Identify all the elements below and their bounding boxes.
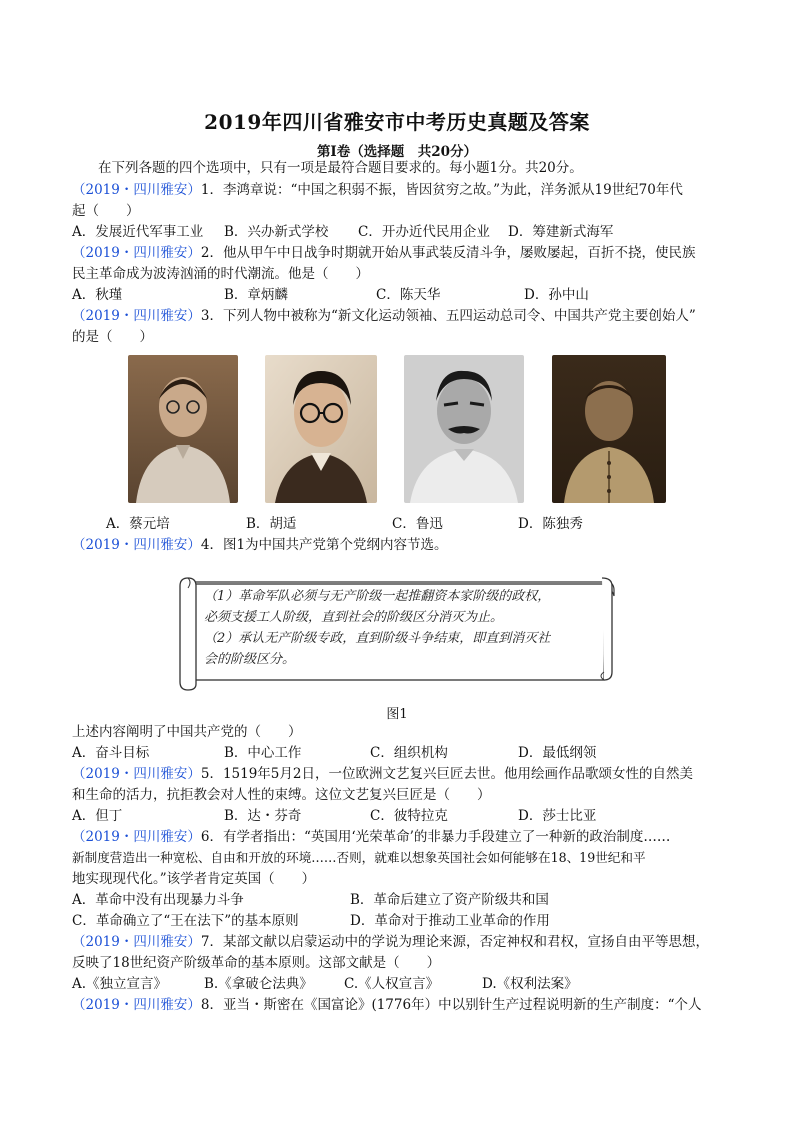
question-6-options-row2	[72, 911, 732, 931]
option-c[interactable]: C．革命确立了“王在法下”的基本原则	[72, 913, 299, 929]
option-a[interactable]: A．秋瑾	[72, 287, 123, 303]
question-5-stem: （2019・四川雅安）5．1519年5月2日，一位欧洲文艺复兴巨匠去世。他用绘画作品歌颂女性的自然美	[72, 766, 693, 782]
option-d[interactable]: D．最低纲领	[518, 745, 597, 761]
option-c[interactable]: C．组织机构	[370, 745, 448, 761]
question-2-stem: （2019・四川雅安）2．他从甲午中日战争时期就开始从事武装反清斗争，屡败屡起，百折不挠，使民族	[72, 245, 696, 261]
option-c[interactable]: C．开办近代民用企业	[358, 224, 490, 240]
option-d[interactable]: D．孙中山	[524, 287, 589, 303]
option-b[interactable]: B．中心工作	[224, 745, 302, 761]
question-4-stem: （2019・四川雅安）4．图1为中国共产党第个党纲内容节选。	[72, 537, 448, 553]
option-d[interactable]: D．莎士比亚	[518, 808, 597, 824]
section-heading: 第Ⅰ卷（选择题 共20分）	[316, 144, 478, 160]
question-5-stem-cont: 和生命的活力，抗拒教会对人性的束缚。这位文艺复兴巨匠是（ ）	[72, 787, 491, 803]
question-1-stem-cont: 起（ ）	[72, 203, 140, 219]
question-6-stem-cont: 新制度营造出一种宽松、自由和开放的环境……否则，就难以想象英国社会如何能够在18、19世纪和平	[72, 850, 646, 865]
option-b[interactable]: B．兴办新式学校	[224, 224, 329, 240]
question-1-options	[72, 222, 732, 242]
question-2-options	[72, 285, 732, 305]
option-c[interactable]: C．陈天华	[376, 287, 441, 303]
option-b[interactable]: B．胡适	[246, 516, 297, 532]
option-d[interactable]: D．革命对于推动工业革命的作用	[350, 913, 550, 929]
option-b[interactable]: B．革命后建立了资产阶级共和国	[350, 892, 549, 908]
option-d[interactable]: D.《权利法案》	[482, 976, 578, 992]
portrait-photo-a	[128, 355, 238, 503]
portrait-photo-d	[552, 355, 666, 503]
option-d[interactable]: D．筹建新式海军	[508, 224, 614, 240]
question-3-stem: （2019・四川雅安）3．下列人物中被称为“新文化运动领袖、五四运动总司令、中国共产党主要创始人”	[72, 308, 696, 324]
scroll-line-4: 会的阶级区分。	[204, 652, 296, 667]
question-4-options	[72, 743, 732, 763]
option-d[interactable]: D．陈独秀	[518, 516, 583, 532]
option-a[interactable]: A．蔡元培	[106, 516, 170, 532]
option-a[interactable]: A.《独立宣言》	[72, 976, 168, 992]
option-b[interactable]: B．章炳麟	[224, 287, 288, 303]
option-a[interactable]: A．革命中没有出现暴力斗争	[72, 892, 244, 908]
question-5-options	[72, 806, 732, 826]
page-title: 2019年四川省雅安市中考历史真题及答案	[204, 110, 590, 134]
figure-caption: 图1	[386, 707, 408, 722]
option-b[interactable]: B.《拿破仑法典》	[204, 976, 313, 992]
scroll-line-2: 必须支援工人阶级，直到社会的阶级区分消灭为止。	[204, 610, 504, 625]
question-4-stem-after: 上述内容阐明了中国共产党的（ ）	[72, 724, 302, 740]
question-6-options-row1	[72, 890, 732, 910]
option-b[interactable]: B．达・芬奇	[224, 808, 302, 824]
portrait-photo-c	[404, 355, 524, 503]
instructions: 在下列各题的四个选项中，只有一项是最符合题目要求的。每小题1分。共20分。	[98, 160, 583, 176]
question-6-stem-cont2: 地实现现代化。”该学者肯定英国（ ）	[72, 871, 316, 887]
option-c[interactable]: C．鲁迅	[392, 516, 443, 532]
question-7-stem: （2019・四川雅安）7．某部文献以启蒙运动中的学说为理论来源，否定神权和君权，宣扬自由平等思想，	[72, 934, 709, 950]
option-a[interactable]: A．奋斗目标	[72, 745, 150, 761]
question-2-stem-cont: 民主革命成为波涛汹涌的时代潮流。他是（ ）	[72, 266, 369, 282]
scroll-line-1: （1）革命军队必须与无产阶级一起推翻资本家阶级的政权，	[204, 589, 551, 604]
option-a[interactable]: A．发展近代军事工业	[72, 224, 204, 240]
scroll-line-3: （2）承认无产阶级专政，直到阶级斗争结束，即直到消灭社	[204, 631, 551, 646]
question-7-stem-cont: 反映了18世纪资产阶级革命的基本原则。这部文献是（ ）	[72, 955, 441, 971]
question-3-stem-cont: 的是（ ）	[72, 329, 153, 345]
option-c[interactable]: C．彼特拉克	[370, 808, 448, 824]
option-a[interactable]: A．但丁	[72, 808, 123, 824]
question-6-stem: （2019・四川雅安）6．有学者指出：“英国用‘光荣革命’的非暴力手段建立了一种新的政治制度……	[72, 829, 671, 845]
question-8-stem: （2019・四川雅安）8．亚当・斯密在《国富论》(1776年）中以别针生产过程说明新的生产制度：“个人	[72, 997, 702, 1013]
portrait-photo-b	[265, 355, 377, 503]
source-tag: （2019・四川雅安）	[72, 182, 201, 198]
option-c[interactable]: C.《人权宣言》	[344, 976, 440, 992]
question-3-options	[72, 514, 732, 534]
question-1-stem: （2019・四川雅安）1．李鸿章说：“中国之积弱不振，皆因贫穷之故。”为此，洋务派从19世纪70年代	[72, 182, 683, 198]
question-7-options	[72, 974, 732, 994]
